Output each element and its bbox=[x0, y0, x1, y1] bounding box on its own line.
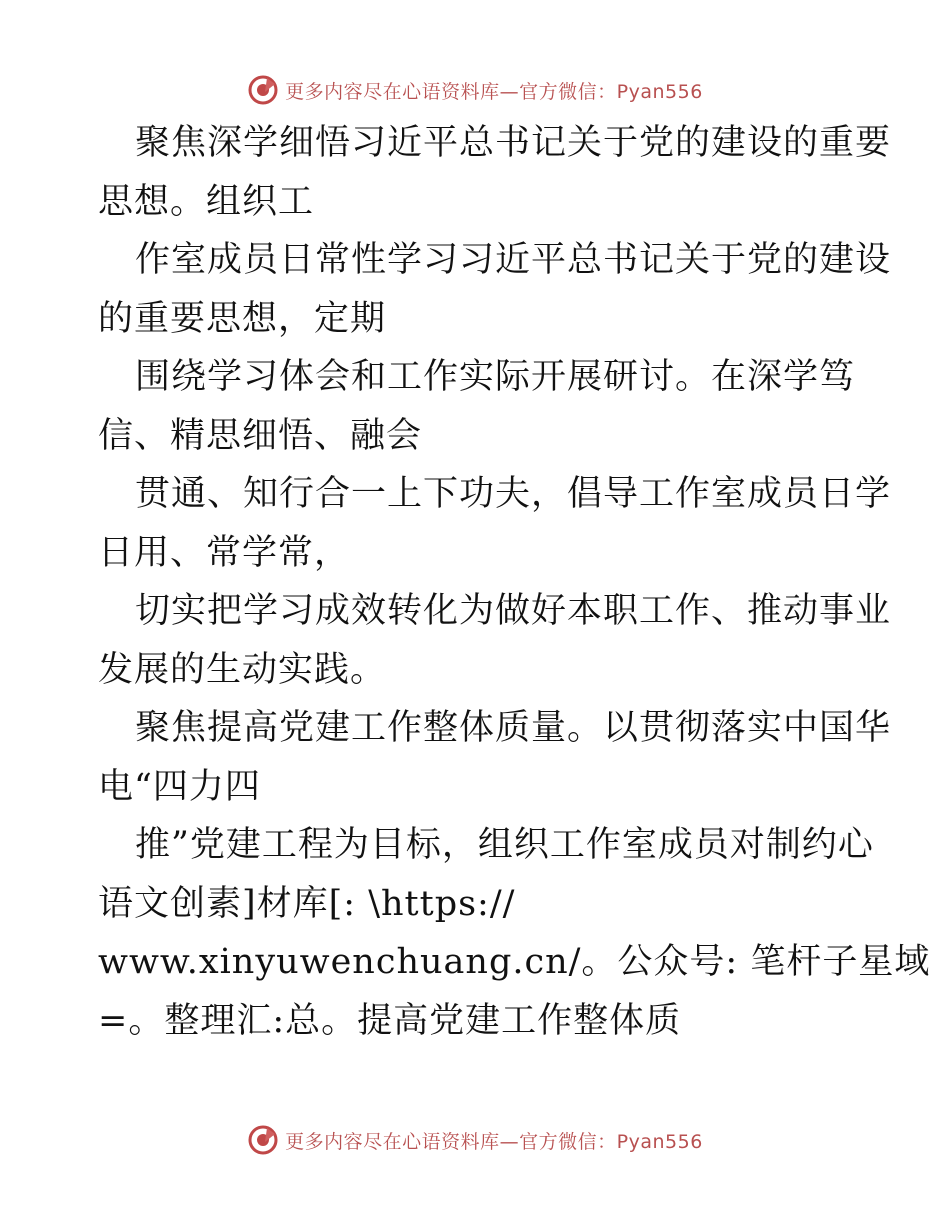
text-line: 思想。组织工 bbox=[98, 181, 315, 222]
text-line: =。整理汇:总。提高党建工作整体质 bbox=[98, 1000, 682, 1041]
header-brand-text: 更多内容尽在心语资料库—官方微信：Pyan556 bbox=[285, 80, 703, 103]
text-line: 语文创素]材库[: \https:// bbox=[98, 883, 516, 924]
document-body bbox=[98, 114, 931, 1050]
footer-banner bbox=[0, 1120, 950, 1160]
text-line: 作室成员日常性学习习近平总书记关于党的建设 bbox=[135, 240, 892, 280]
text-line: 围绕学习体会和工作实际开展研讨。在深学笃 bbox=[135, 357, 856, 397]
text-line: 日用、常学常， bbox=[98, 532, 351, 573]
brand-logo-icon bbox=[247, 1124, 279, 1156]
header-banner bbox=[0, 70, 950, 110]
text-line: 聚焦提高党建工作整体质量。以贯彻落实中国华 bbox=[135, 708, 892, 748]
text-line: 聚焦深学细悟习近平总书记关于党的建设的重要 bbox=[135, 123, 892, 163]
text-line: 信、精思细悟、融会 bbox=[98, 415, 423, 456]
footer-brand-text: 更多内容尽在心语资料库—官方微信：Pyan556 bbox=[285, 1130, 703, 1153]
text-line: 推”党建工程为目标，组织工作室成员对制约心 bbox=[135, 825, 874, 865]
text-line: 发展的生动实践。 bbox=[98, 649, 387, 690]
brand-logo-icon bbox=[247, 74, 279, 106]
text-line: 切实把学习成效转化为做好本职工作、推动事业 bbox=[135, 591, 892, 631]
text-line: 电“四力四 bbox=[98, 766, 261, 807]
text-line: 的重要思想，定期 bbox=[98, 298, 387, 339]
text-line: 贯通、知行合一上下功夫，倡导工作室成员日学 bbox=[135, 474, 892, 514]
text-line: www.xinyuwenchuang.cn/。公众号: 笔杆子星域 bbox=[98, 942, 931, 982]
